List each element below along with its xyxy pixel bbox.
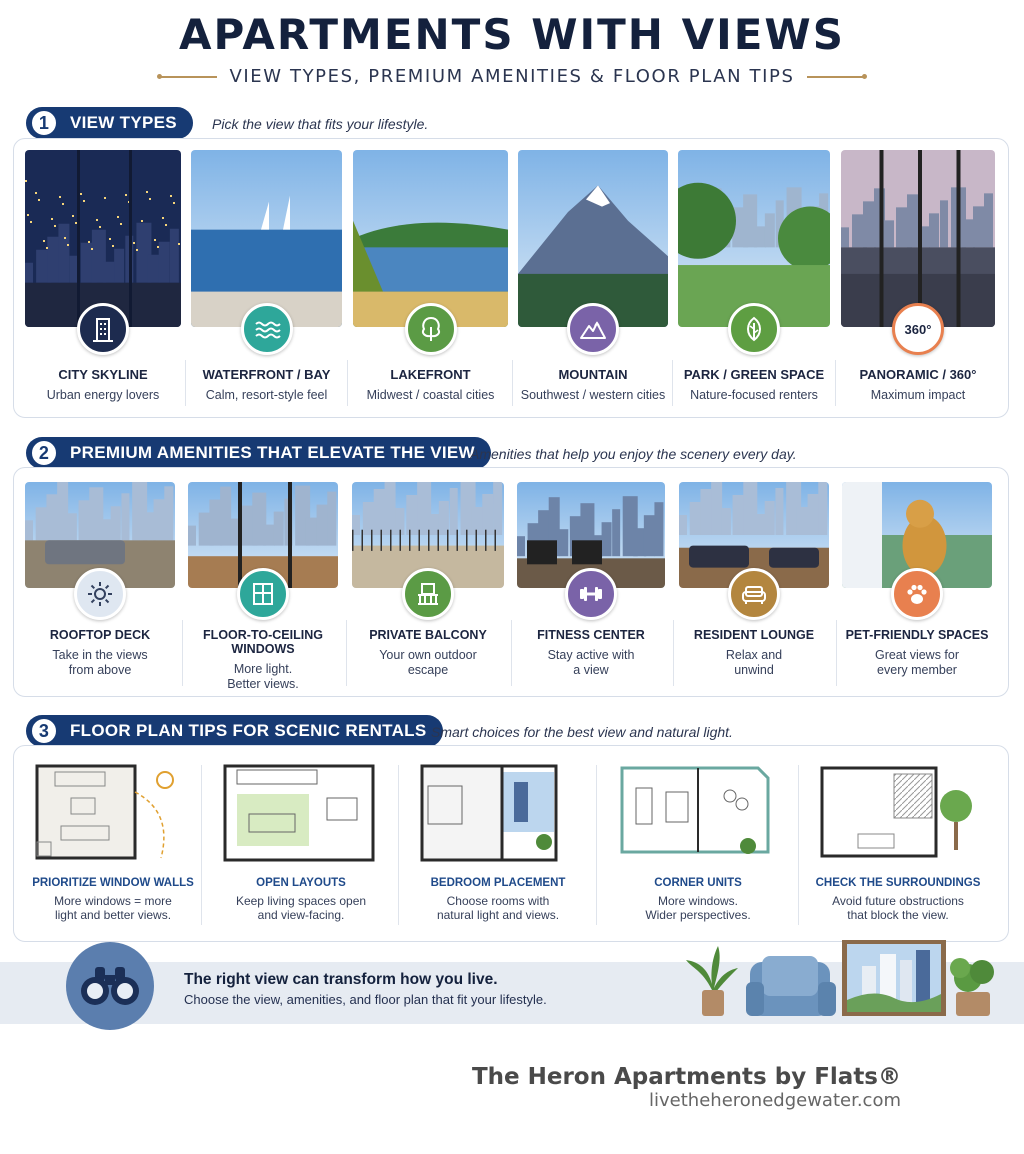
section-3-title: FLOOR PLAN TIPS FOR SCENIC RENTALS [70, 721, 427, 740]
view-type-card-waterfront-bay [191, 150, 342, 410]
binoculars-icon [66, 942, 154, 1030]
card-divider [346, 620, 347, 686]
card-divider [672, 360, 673, 406]
card-divider [512, 360, 513, 406]
window-icon [237, 568, 289, 620]
amenity-desc: every member [877, 663, 957, 677]
footer-url[interactable]: livetheheronedgewater.com [649, 1090, 901, 1111]
amenity-name: PET-FRIENDLY SPACES [845, 628, 989, 642]
view-type-desc: Southwest / western cities [520, 388, 666, 402]
plant-icon [686, 946, 738, 1016]
footer-brand: The Heron Apartments by Flats® [471, 1064, 901, 1090]
card-divider [347, 360, 348, 406]
view-photo [353, 150, 508, 327]
floor-plan-desc: Choose rooms with [446, 894, 550, 908]
sun-icon [74, 568, 126, 620]
card-divider [201, 765, 202, 925]
section-3-number: 3 [30, 717, 58, 745]
banner-headline: The right view can transform how you live. [184, 971, 498, 988]
section-1-note: Pick the view that fits your lifestyle. [212, 116, 429, 132]
amenity-desc: Better views. [227, 677, 299, 691]
banner-decor-illustration [684, 940, 1004, 1020]
amenity-desc: from above [68, 663, 132, 677]
subtitle-row [0, 66, 1024, 87]
floor-plan-desc: More windows = more [54, 894, 172, 908]
section-2-number: 2 [30, 439, 58, 467]
floor-plan-name: CHECK THE SURROUNDINGS [815, 877, 981, 889]
view-type-desc: Urban energy lovers [46, 388, 160, 402]
floorplan-window-wall-icon [33, 762, 193, 871]
card-divider [511, 620, 512, 686]
floor-plan-card-open-layouts [203, 760, 399, 935]
view-type-desc: Midwest / coastal cities [366, 388, 495, 402]
card-divider [182, 620, 183, 686]
paw-icon [891, 568, 943, 620]
floorplan-open-layout-icon [221, 762, 381, 871]
amenity-desc: Great views for [874, 648, 960, 662]
floor-plan-name: BEDROOM PLACEMENT [430, 877, 566, 889]
section-1-header [26, 107, 193, 139]
card-divider [835, 360, 836, 406]
banner-subline: Choose the view, amenities, and floor plan that fit your lifestyle. [184, 992, 547, 1007]
amenity-desc: unwind [734, 663, 774, 677]
section-1-title: VIEW TYPES [70, 113, 177, 132]
floor-plan-desc: that block the view. [847, 908, 949, 922]
section-3-note: Smart choices for the best view and natural light. [431, 724, 733, 740]
section-3-header [26, 715, 443, 747]
page-title: APARTMENTS WITH VIEWS [179, 10, 845, 59]
amenity-desc: Stay active with [547, 648, 635, 662]
view-photo [25, 150, 181, 327]
badge-360-label: 360° [904, 321, 932, 337]
section-2-note: Amenities that help you enjoy the scenery every day. [470, 446, 797, 462]
floor-plan-name: CORNER UNITS [654, 877, 742, 889]
amenity-desc: Take in the views [52, 648, 148, 662]
amenity-card-fitness-center [517, 482, 665, 692]
floor-plan-card-check-the-surroundings [800, 760, 996, 935]
view-type-card-panoramic-360 [841, 150, 995, 410]
amenity-card-pet-friendly-spaces [842, 482, 992, 692]
building-icon [77, 303, 129, 355]
floorplan-corner-unit-icon [618, 762, 778, 871]
floor-plan-desc: natural light and views. [436, 908, 560, 922]
framed-picture-icon [842, 940, 946, 1016]
mountain-icon [567, 303, 619, 355]
balcony-icon [402, 568, 454, 620]
amenity-name: PRIVATE BALCONY [369, 628, 487, 642]
view-type-card-mountain [518, 150, 668, 410]
floor-plan-desc: More windows. [657, 894, 739, 908]
amenity-name: WINDOWS [231, 642, 295, 656]
card-divider [185, 360, 186, 406]
amenity-card-resident-lounge [679, 482, 829, 692]
view-type-name: WATERFRONT / BAY [202, 367, 331, 382]
subtitle-rule-left [159, 76, 217, 78]
floor-plan-desc: Avoid future obstructions [832, 894, 964, 908]
floor-plan-name: PRIORITIZE WINDOW WALLS [32, 877, 194, 889]
floor-plan-card-corner-units [598, 760, 798, 935]
amenity-card-floor-to-ceiling-windows [188, 482, 338, 692]
tree-icon [405, 303, 457, 355]
plant-icon [950, 958, 994, 1016]
card-divider [596, 765, 597, 925]
amenity-desc: Your own outdoor [379, 648, 477, 662]
amenity-name: FLOOR-TO-CEILING [203, 628, 323, 642]
view-type-desc: Maximum impact [870, 388, 966, 402]
floor-plan-card-prioritize-window-walls [24, 760, 202, 935]
floorplan-bedroom-icon [418, 762, 578, 871]
page-subtitle: VIEW TYPES, PREMIUM AMENITIES & FLOOR PLAN TIPS [229, 66, 795, 87]
view-type-name: PARK / GREEN SPACE [683, 367, 825, 382]
card-divider [398, 765, 399, 925]
section-2-title: PREMIUM AMENITIES THAT ELEVATE THE VIEW [70, 443, 475, 462]
view-type-desc: Calm, resort-style feel [205, 388, 328, 402]
dumbbell-icon [565, 568, 617, 620]
waves-icon [241, 303, 293, 355]
view-photo [678, 150, 830, 327]
subtitle-rule-right [807, 76, 865, 78]
floor-plan-desc: light and better views. [54, 908, 172, 922]
floor-plan-name: OPEN LAYOUTS [256, 877, 346, 889]
section-2-header [26, 437, 491, 469]
floor-plan-desc: Keep living spaces open [235, 894, 367, 908]
card-divider [673, 620, 674, 686]
view-type-desc: Nature-focused renters [690, 388, 818, 402]
view-type-card-park-green-space [678, 150, 830, 410]
armchair-icon [746, 956, 836, 1016]
sofa-icon [728, 568, 780, 620]
floor-plan-card-bedroom-placement [400, 760, 596, 935]
view-photo [191, 150, 342, 327]
view-type-name: PANORAMIC / 360° [859, 367, 977, 382]
amenity-name: ROOFTOP DECK [49, 628, 151, 642]
amenity-name: RESIDENT LOUNGE [693, 628, 815, 642]
card-divider [836, 620, 837, 686]
view-type-name: CITY SKYLINE [58, 367, 148, 382]
view-type-name: MOUNTAIN [558, 367, 628, 382]
view-type-name: LAKEFRONT [390, 367, 471, 382]
view-type-card-city-skyline [25, 150, 181, 410]
view-photo [518, 150, 668, 327]
view-photo [841, 150, 995, 327]
floor-plan-desc: and view-facing. [257, 908, 345, 922]
amenity-desc: escape [407, 663, 449, 677]
amenity-name: FITNESS CENTER [537, 628, 645, 642]
section-1-number: 1 [30, 109, 58, 137]
amenity-card-rooftop-deck [25, 482, 175, 692]
amenity-desc: More light. [233, 662, 293, 676]
panorama-360-icon [892, 303, 944, 355]
leaf-icon [728, 303, 780, 355]
amenity-desc: a view [573, 663, 609, 677]
floorplan-surroundings-icon [818, 762, 978, 871]
amenity-card-private-balcony [352, 482, 504, 692]
view-type-card-lakefront [353, 150, 508, 410]
floor-plan-desc: Wider perspectives. [645, 908, 751, 922]
card-divider [798, 765, 799, 925]
amenity-desc: Relax and [725, 648, 783, 662]
